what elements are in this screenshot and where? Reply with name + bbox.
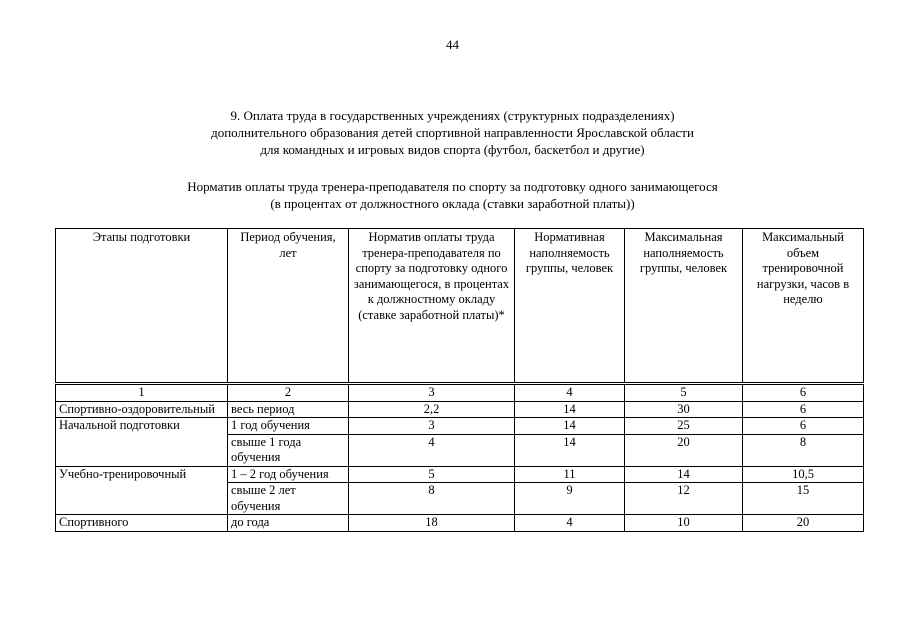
cell-period: 1 год обучения — [228, 418, 349, 435]
column-number: 2 — [228, 384, 349, 402]
table-caption — [0, 178, 905, 212]
cell-max-load: 15 — [743, 483, 864, 515]
cell-normative-size: 4 — [515, 515, 625, 532]
column-number: 5 — [625, 384, 743, 402]
cell-period: 1 – 2 год обучения — [228, 466, 349, 483]
cell-norm: 3 — [349, 418, 515, 435]
cell-max-load: 6 — [743, 401, 864, 418]
cell-normative-size: 14 — [515, 434, 625, 466]
table-row — [56, 434, 864, 466]
cell-stage: Учебно-тренировочный — [56, 466, 228, 483]
cell-normative-size: 14 — [515, 401, 625, 418]
header-max-size: Максимальная наполняемость группы, человек — [625, 229, 743, 384]
cell-norm: 5 — [349, 466, 515, 483]
cell-max-size: 12 — [625, 483, 743, 515]
column-number: 3 — [349, 384, 515, 402]
cell-stage: Спортивного — [56, 515, 228, 532]
cell-max-load: 8 — [743, 434, 864, 466]
cell-max-size: 25 — [625, 418, 743, 435]
caption-line-2: (в процентах от должностного оклада (ставки заработной платы)) — [270, 196, 635, 211]
cell-normative-size: 11 — [515, 466, 625, 483]
header-norm: Норматив оплаты труда тренера-преподавателя по спорту за подготовку одного занимающегося, в процентах к должностному окладу (ставке заработной платы)* — [349, 229, 515, 384]
heading-line-3: для командных и игровых видов спорта (футбол, баскетбол и другие) — [260, 142, 645, 157]
column-number-row — [56, 384, 864, 402]
cell-norm: 4 — [349, 434, 515, 466]
cell-max-size: 10 — [625, 515, 743, 532]
column-number: 6 — [743, 384, 864, 402]
cell-period: весь период — [228, 401, 349, 418]
table-row — [56, 418, 864, 435]
section-heading — [0, 107, 905, 158]
cell-stage: Спортивно-оздоровительный — [56, 401, 228, 418]
cell-max-size: 30 — [625, 401, 743, 418]
cell-norm: 18 — [349, 515, 515, 532]
header-max-load: Максимальный объем тренировочной нагрузки, часов в неделю — [743, 229, 864, 384]
cell-period: свыше 1 года обучения — [228, 434, 349, 466]
header-normative-size: Нормативная наполняемость группы, человек — [515, 229, 625, 384]
cell-period: свыше 2 лет обучения — [228, 483, 349, 515]
heading-line-2: дополнительного образования детей спортивной направленности Ярославской области — [211, 125, 694, 140]
cell-max-size: 14 — [625, 466, 743, 483]
table-header-row — [56, 229, 864, 384]
caption-line-1: Норматив оплаты труда тренера-преподавателя по спорту за подготовку одного занимающегося — [187, 179, 718, 194]
table-row — [56, 483, 864, 515]
header-stage: Этапы подготовки — [56, 229, 228, 384]
cell-stage — [56, 434, 228, 466]
cell-norm: 8 — [349, 483, 515, 515]
page-number: 44 — [446, 37, 459, 52]
cell-max-load: 20 — [743, 515, 864, 532]
norm-table — [55, 228, 864, 532]
table-row — [56, 401, 864, 418]
cell-norm: 2,2 — [349, 401, 515, 418]
header-period: Период обучения, лет — [228, 229, 349, 384]
table-row — [56, 466, 864, 483]
heading-line-1: 9. Оплата труда в государственных учреждениях (структурных подразделениях) — [230, 108, 675, 123]
table-row — [56, 515, 864, 532]
cell-max-load: 10,5 — [743, 466, 864, 483]
cell-stage: Начальной подготовки — [56, 418, 228, 435]
column-number: 4 — [515, 384, 625, 402]
column-number: 1 — [56, 384, 228, 402]
cell-normative-size: 14 — [515, 418, 625, 435]
cell-max-load: 6 — [743, 418, 864, 435]
cell-normative-size: 9 — [515, 483, 625, 515]
cell-max-size: 20 — [625, 434, 743, 466]
cell-period: до года — [228, 515, 349, 532]
cell-stage — [56, 483, 228, 515]
